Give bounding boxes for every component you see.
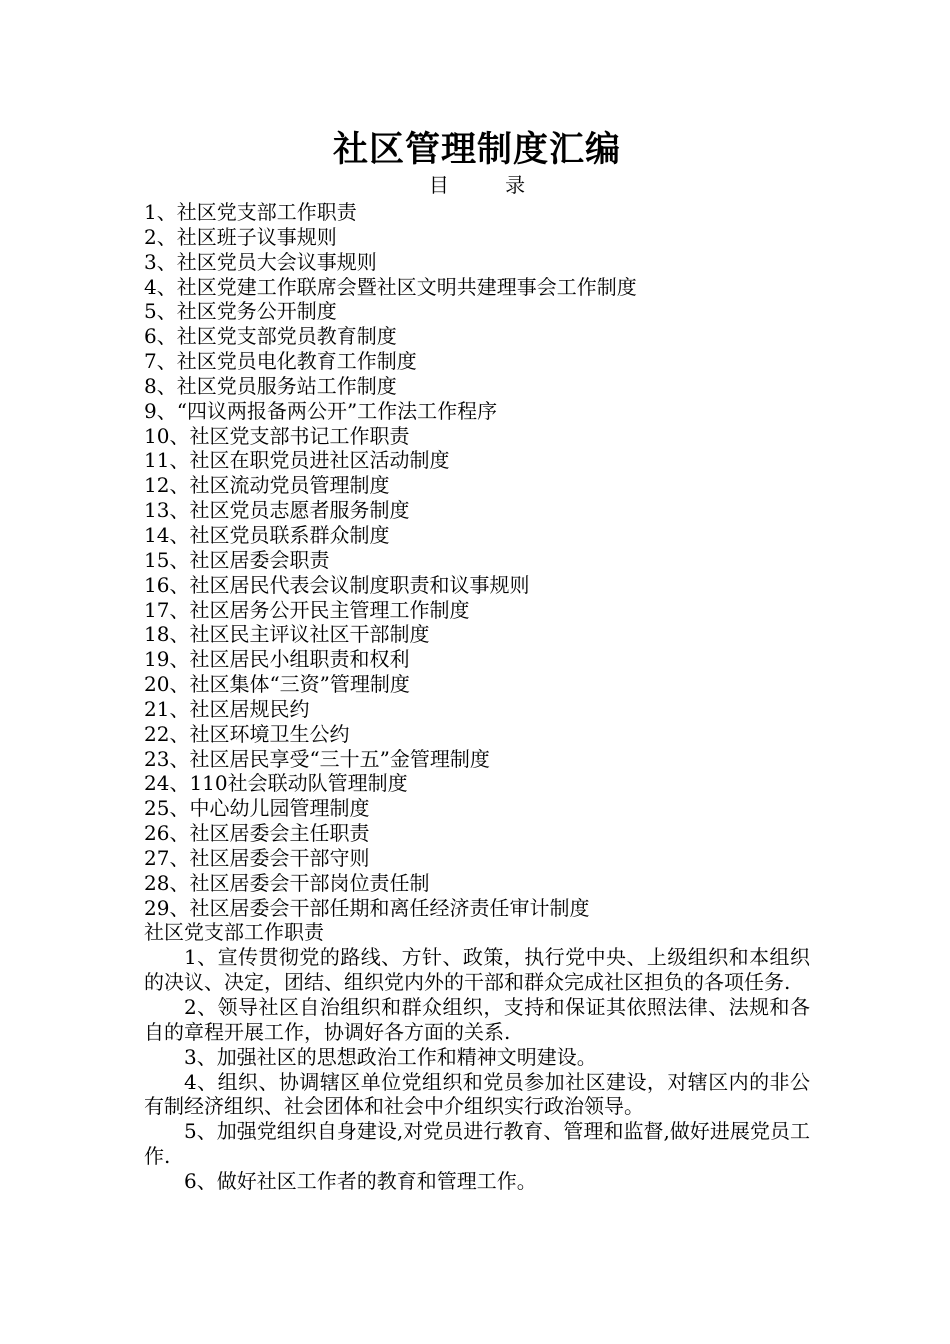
body-paragraph: 5、加强党组织自身建设,对党员进行教育、管理和监督,做好进展党员工作. [144,1119,810,1169]
toc-item: 18、社区民主评议社区干部制度 [144,622,430,647]
body-paragraph: 1、宣传贯彻党的路线、方针、政策，执行党中央、上级组织和本组织的决议、决定，团结、组织党内外的干部和群众完成社区担负的各项任务. [144,945,810,995]
toc-item: 12、社区流动党员管理制度 [144,473,390,498]
toc-item: 10、社区党支部书记工作职责 [144,423,410,448]
toc-item: 8、社区党员服务站工作制度 [144,373,397,398]
toc-item: 2、社区班子议事规则 [144,224,337,249]
toc-item: 7、社区党员电化教育工作制度 [144,349,417,374]
body-paragraph: 6、做好社区工作者的教育和管理工作。 [184,1168,537,1193]
toc-item: 16、社区居民代表会议制度职责和议事规则 [144,572,530,597]
section-title: 社区党支部工作职责 [144,920,324,945]
toc-item: 20、社区集体“三资”管理制度 [144,672,410,697]
toc-item: 1、社区党支部工作职责 [144,200,357,224]
toc-item: 23、社区居民享受“三十五”金管理制度 [144,746,490,771]
toc-item: 21、社区居规民约 [144,696,310,721]
toc-item: 6、社区党支部党员教育制度 [144,324,397,349]
toc-item: 29、社区居委会干部任期和离任经济责任审计制度 [144,895,590,920]
toc-item: 9、“四议两报备两公开”工作法工作程序 [144,398,498,423]
toc-item: 13、社区党员志愿者服务制度 [144,498,410,523]
body-paragraph: 2、领导社区自治组织和群众组织，支持和保证其依照法律、法规和各自的章程开展工作，协调好各方面的关系. [144,995,810,1044]
toc-item: 24、110社会联动队管理制度 [144,771,408,796]
toc-item: 17、社区居务公开民主管理工作制度 [144,597,470,622]
toc-item: 3、社区党员大会议事规则 [144,249,377,274]
document-title: 社区管理制度汇编 [332,129,621,170]
toc-list [144,200,810,920]
toc-item: 28、社区居委会干部岗位责任制 [144,870,430,895]
toc-item: 27、社区居委会干部守则 [144,845,370,870]
body-paragraph: 3、加强社区的思想政治工作和精神文明建设。 [184,1044,597,1069]
toc-item: 15、社区居委会职责 [144,547,330,572]
toc-item: 5、社区党务公开制度 [144,299,337,324]
toc-item: 22、社区环境卫生公约 [144,721,350,746]
toc-item: 14、社区党员联系群众制度 [144,522,390,547]
document-page [144,128,810,1194]
toc-item: 11、社区在职党员进社区活动制度 [144,448,450,473]
toc-item: 26、社区居委会主任职责 [144,821,370,846]
body-paragraph: 4、组织、协调辖区单位党组织和党员参加社区建设，对辖区内的非公有制经济组织、社会团体和社会中介组织实行政治领导。 [144,1069,810,1119]
toc-item: 19、社区居民小组职责和权利 [144,647,410,672]
toc-heading: 目 录 [428,173,526,197]
toc-item: 25、中心幼儿园管理制度 [144,796,370,821]
toc-item: 4、社区党建工作联席会暨社区文明共建理事会工作制度 [144,274,637,299]
